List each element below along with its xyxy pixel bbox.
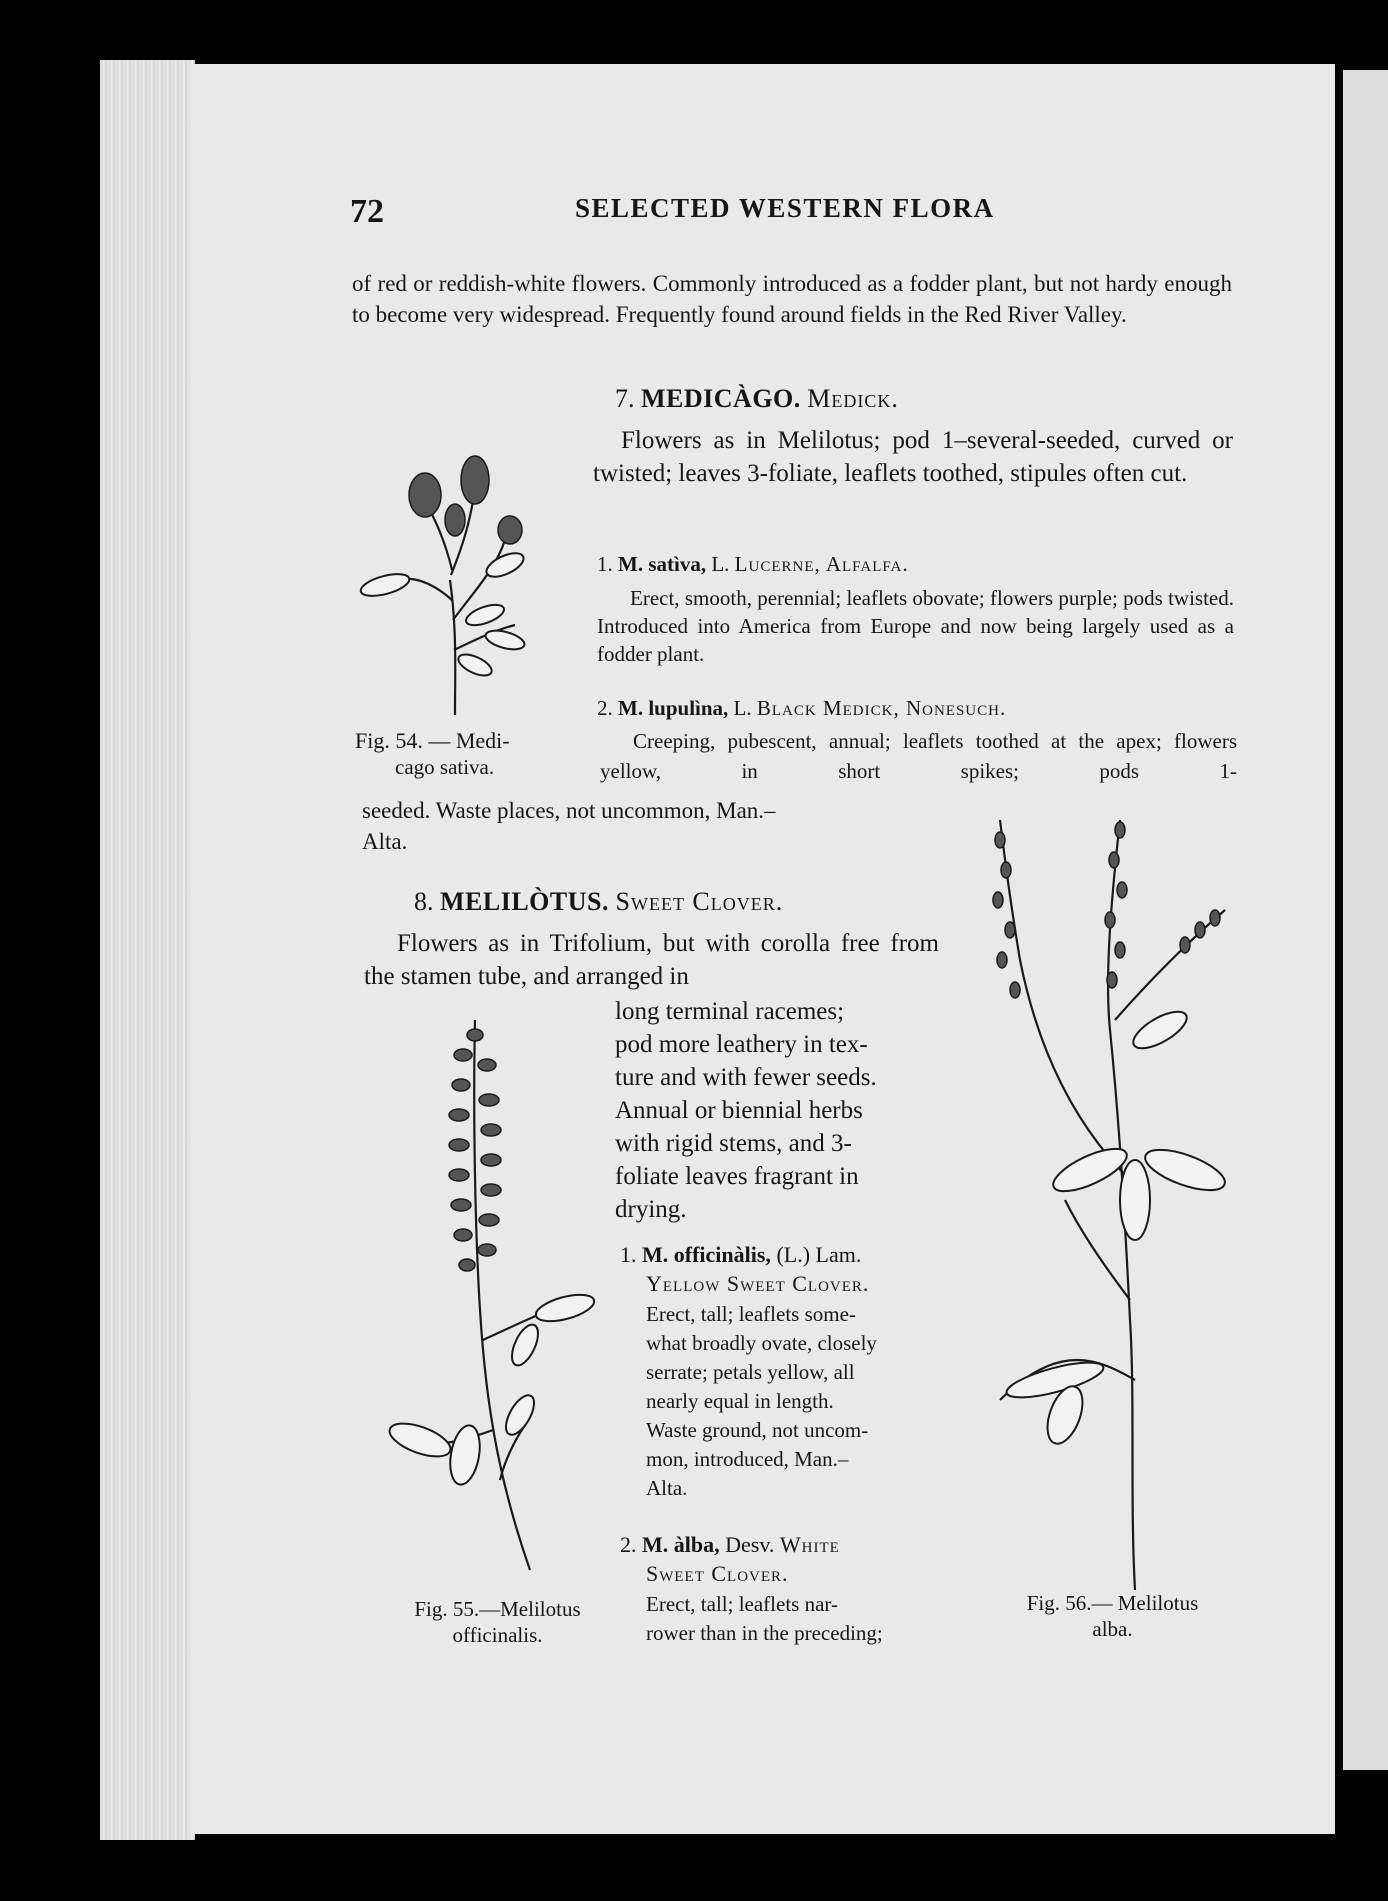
medicago-lupulina-heading (597, 694, 1237, 722)
species-number: 1. (620, 1242, 637, 1267)
text-line: Erect, tall; leaflets some- (646, 1302, 856, 1326)
description-line: foliate leaves fragrant in (615, 1163, 859, 1190)
species-common-name: Black Medick, Nonesuch. (756, 696, 1007, 720)
melilotus-genus-name: MELILÒTUS. (440, 887, 609, 916)
running-title: SELECTED WESTERN FLORA (575, 193, 995, 223)
species-name: M. àlba, (642, 1532, 720, 1557)
text-line: rower than in the preceding; (646, 1621, 883, 1645)
text-line: Alta. (646, 1476, 688, 1500)
species-name: M. lupulìna, (618, 696, 729, 720)
caption-line-1: Fig. 56.— Melilotus (1026, 1591, 1199, 1615)
description-line: ture and with fewer seeds. (615, 1064, 877, 1091)
caption-line-2: cago sativa. (395, 755, 495, 779)
text-line: Erect, tall; leaflets nar- (646, 1592, 838, 1616)
species-common-name: Lucerne, Alfalfa. (734, 552, 909, 576)
intro-paragraph: of red or reddish-white flowers. Commonly introduced as a fodder plant, but not hardy enough to become very widespread. Frequently found around fields in the Red River Valley. (352, 271, 1232, 327)
caption-line-1: Fig. 55.—Melilotus (414, 1597, 581, 1621)
figure-54-caption (355, 728, 585, 780)
description-line: Annual or biennial herbs (615, 1097, 863, 1124)
species-author: L. (733, 696, 752, 720)
melilotus-common-name: Sweet Clover. (615, 887, 784, 916)
medicago-lupulina-text-c: Alta. (362, 829, 408, 854)
species-heading (620, 1240, 950, 1269)
melilotus-heading (414, 887, 783, 917)
species-text (620, 1590, 950, 1648)
species-heading (620, 1530, 950, 1559)
species-text (620, 1300, 950, 1503)
medicago-sativa-heading (597, 550, 1237, 578)
text-line: mon, introduced, Man.– (646, 1447, 849, 1471)
melilotus-description-b (615, 995, 940, 1226)
book-page-edges (100, 60, 195, 1840)
figure-55-caption (375, 1596, 620, 1648)
text-line: Waste ground, not uncom- (646, 1418, 869, 1442)
species-common-name-b: Sweet Clover. (646, 1561, 789, 1586)
species-number: 1. (597, 552, 613, 576)
medicago-lupulina-text-a: Creeping, pubescent, annual; leaflets toothed at the apex; flowers yellow, in short spikes; pods 1- (600, 729, 1237, 783)
description-line: with rigid stems, and 3- (615, 1130, 852, 1157)
caption-line-1: Fig. 54. — Medi- (355, 728, 510, 753)
melilotus-officinalis-block (620, 1240, 950, 1503)
medicago-sativa-text: Erect, smooth, perennial; leaflets obovate; flowers purple; pods twisted. Introduced into America from Europe and now being largely used as a fodder plant. (597, 586, 1234, 666)
page-number: 72 (350, 193, 384, 230)
species-author: Desv. (725, 1532, 775, 1557)
melilotus-alba-block (620, 1530, 950, 1648)
text-line: what broadly ovate, closely (646, 1331, 877, 1355)
description-line: drying. (615, 1196, 687, 1223)
text-line: serrate; petals yellow, all (646, 1360, 855, 1384)
medicago-common-name: Medick. (807, 384, 899, 413)
melilotus-heading-number: 8. (414, 887, 434, 916)
species-author: L. (711, 552, 730, 576)
figure-56-melilotus-alba-illustration (960, 800, 1250, 1590)
figure-54-medicago-illustration (355, 450, 575, 720)
medicago-heading-number: 7. (615, 384, 635, 413)
medicago-heading (615, 384, 899, 414)
description-line: pod more leathery in tex- (615, 1031, 868, 1058)
caption-line-2: alba. (1092, 1617, 1133, 1641)
text-line: nearly equal in length. (646, 1389, 834, 1413)
figure-55-melilotus-officinalis-illustration (375, 1010, 615, 1580)
caption-line-2: officinalis. (452, 1623, 543, 1647)
species-number: 2. (597, 696, 613, 720)
species-name: M. satìva, (618, 552, 707, 576)
facing-page-edge (1343, 70, 1388, 1770)
medicago-genus-name: MEDICÀGO. (641, 384, 801, 413)
figure-56-caption (985, 1590, 1240, 1642)
description-line: long terminal racemes; (615, 998, 845, 1025)
medicago-description: Flowers as in Melilotus; pod 1–several-seeded, curved or twisted; leaves 3-foliate, leaflets toothed, stipules often cut. (593, 427, 1233, 487)
species-number: 2. (620, 1532, 637, 1557)
medicago-lupulina-text-b: seeded. Waste places, not uncommon, Man.– (362, 798, 776, 823)
species-common-name: Yellow Sweet Clover. (646, 1271, 870, 1296)
melilotus-description-a: Flowers as in Trifolium, but with corolla free from the stamen tube, and arranged in (364, 930, 939, 990)
species-common-name-a: White (779, 1532, 840, 1557)
species-name: M. officinàlis, (642, 1242, 771, 1267)
species-author: (L.) Lam. (776, 1242, 862, 1267)
